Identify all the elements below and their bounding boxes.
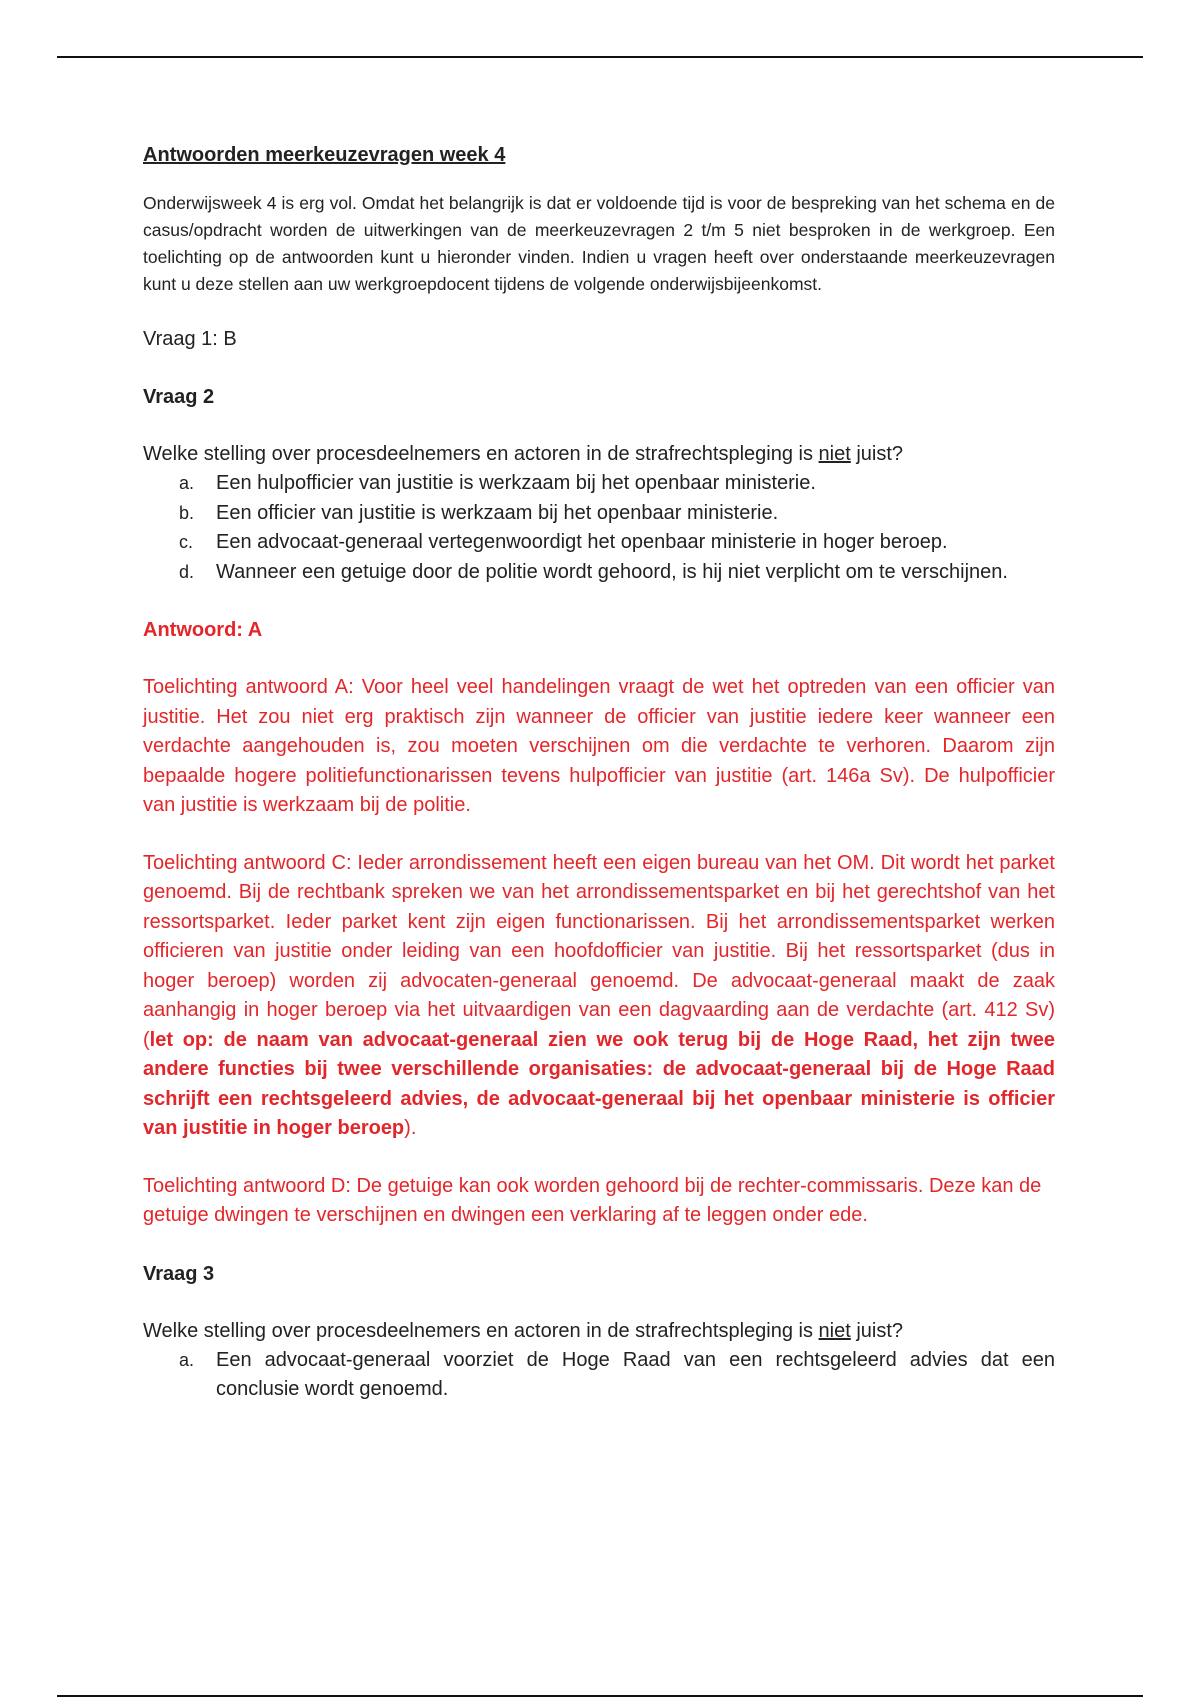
vraag1-answer: Vraag 1: B [143,328,237,350]
top-rule [57,56,1143,58]
option-item: a. Een hulpofficier van justitie is werkzaam bij het openbaar ministerie. [179,472,816,494]
vraag2-options [143,469,1055,587]
option-item: c. Een advocaat-generaal vertegenwoordigt het openbaar ministerie in hoger beroep. [179,531,948,553]
vraag2-answer: Antwoord: A [143,619,263,641]
explanation-c-note: let op: de naam van advocaat-generaal zien we ook terug bij de Hoge Raad, het zijn twee andere functies bij twee verschillende organisaties: de advocaat-generaal bij de Hoge Raad schrijft een rechtsgeleerd advies, de advocaat-generaal bij het openbaar ministerie is officier van justitie in hoger beroep [143,1028,1055,1139]
explanation-c: Toelichting antwoord C: Ieder arrondissement heeft een eigen bureau van het OM. Dit wordt het parket genoemd. Bij de rechtbank spreken we van het arrondissementsparket en bij het gerechtshof van het ressortsparket. Ieder parket kent zijn eigen functionarissen. Bij het arrondissementsparket werken officieren van justitie onder leiding van een hoofdofficier van justitie. Bij het ressortsparket (dus in hoger beroep) worden zij advocaten-generaal genoemd. De advocaat-generaal maakt de zaak aanhangig in hoger beroep via het uitvaardigen van een dagvaarding aan de verdachte (art. 412 Sv) (let op: de naam van advocaat-generaal zien we ook terug bij de Hoge Raad, het zijn twee andere functies bij twee verschillende organisaties: de advocaat-generaal bij de Hoge Raad schrijft een rechtsgeleerd advies, de advocaat-generaal bij het openbaar ministerie is officier van justitie in hoger beroep). [143,851,1055,1139]
option-item: d. Wanneer een getuige door de politie wordt gehoord, is hij niet verplicht om te verschijnen. [179,560,1008,583]
bottom-rule [57,1695,1143,1697]
option-item: a. Een advocaat-generaal voorziet de Hoge Raad van een rechtsgeleerd advies dat een conclusie wordt genoemd. [179,1348,1055,1400]
explanation-a: Toelichting antwoord A: Voor heel veel handelingen vraagt de wet het optreden van een officier van justitie. Het zou niet erg praktisch zijn wanneer de officier van justitie iedere keer wanneer een verdachte aangehouden is, zou moeten verschijnen om die verdachte te verhoren. Daarom zijn bepaalde hogere politiefunctionarissen tevens hulpofficier van justitie (art. 146a Sv). De hulpofficier van justitie is werkzaam bij de politie. [143,676,1055,816]
vraag3-emphasis: niet [818,1319,851,1342]
vraag3-options [143,1346,1055,1405]
vraag2-heading: Vraag 2 [143,386,215,408]
intro-paragraph: Onderwijsweek 4 is erg vol. Omdat het belangrijk is dat er voldoende tijd is voor de bespreking van het schema en de casus/opdracht worden de uitwerkingen van de meerkeuzevragen 2 t/m 5 niet besproken in de werkgroep. Een toelichting op de antwoorden kunt u hieronder vinden. Indien u vragen heeft over onderstaande meerkeuzevragen kunt u deze stellen aan uw werkgroepdocent tijdens de volgende onderwijsbijeenkomst. [143,193,1055,294]
explanation-d: Toelichting antwoord D: De getuige kan ook worden gehoord bij de rechter-commissaris. Deze kan de getuige dwingen te verschijnen en dwingen een verklaring af te leggen onder ede. [143,1174,1042,1226]
option-item: b. Een officier van justitie is werkzaam bij het openbaar ministerie. [179,501,779,524]
vraag3-heading: Vraag 3 [143,1262,215,1285]
document-page [143,140,1055,1433]
vraag2-stem: Welke stelling over procesdeelnemers en actoren in de strafrechtspleging is niet juist? [143,443,904,465]
vraag3-stem: Welke stelling over procesdeelnemers en actoren in de strafrechtspleging is niet juist? [143,1319,904,1342]
vraag2-emphasis: niet [818,443,851,465]
document-title: Antwoorden meerkeuzevragen week 4 [143,144,506,166]
